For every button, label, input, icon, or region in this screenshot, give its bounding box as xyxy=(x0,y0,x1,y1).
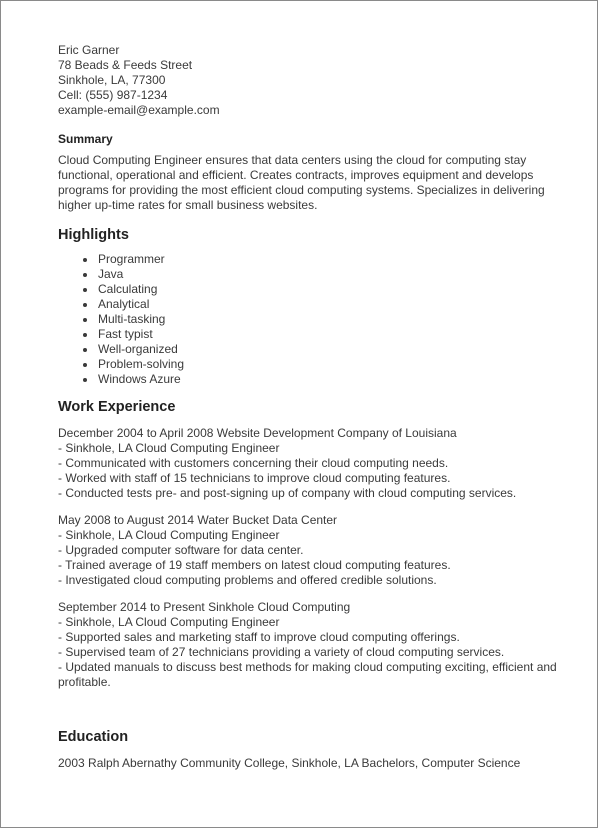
job-entry xyxy=(58,600,578,690)
summary-text: Cloud Computing Engineer ensures that data centers using the cloud for computing stay functional, operational and efficient. Creates contracts, improves equipment and develops programs for providing the most efficient cloud computing systems. Specializes in delivering higher up-time rates for small business websites. xyxy=(58,153,545,212)
highlight-item: Fast typist xyxy=(58,327,578,342)
education-heading: Education xyxy=(58,729,129,745)
job-line: - Worked with staff of 15 technicians to improve cloud computing features. xyxy=(58,471,451,485)
job-entry xyxy=(58,513,578,588)
contact-block xyxy=(58,43,578,118)
job-line: - Communicated with customers concerning their cloud computing needs. xyxy=(58,456,449,470)
education-entry: 2003 Ralph Abernathy Community College, Sinkhole, LA Bachelors, Computer Science xyxy=(58,756,521,770)
contact-email: example-email@example.com xyxy=(58,103,220,117)
job-line: - Updated manuals to discuss best methods for making cloud computing exciting, efficient and profitable. xyxy=(58,660,557,689)
resume-content xyxy=(58,43,578,771)
job-line: - Upgraded computer software for data center. xyxy=(58,543,304,557)
job-header: May 2008 to August 2014 Water Bucket Data Center xyxy=(58,513,338,527)
job-line: - Investigated cloud computing problems and offered credible solutions. xyxy=(58,573,437,587)
job-line: - Conducted tests pre- and post-signing up of company with cloud computing services. xyxy=(58,486,517,500)
highlight-item: Well-organized xyxy=(58,342,578,357)
highlights-heading: Highlights xyxy=(58,227,129,243)
job-line: - Supported sales and marketing staff to improve cloud computing offerings. xyxy=(58,630,460,644)
contact-street: 78 Beads & Feeds Street xyxy=(58,58,193,72)
highlight-item: Multi-tasking xyxy=(58,312,578,327)
summary-heading: Summary xyxy=(58,132,113,146)
highlight-item: Analytical xyxy=(58,297,578,312)
highlight-item: Problem-solving xyxy=(58,357,578,372)
job-header: September 2014 to Present Sinkhole Cloud Computing xyxy=(58,600,351,614)
highlight-item: Windows Azure xyxy=(58,372,578,387)
highlights-list xyxy=(58,252,578,387)
job-header: December 2004 to April 2008 Website Development Company of Louisiana xyxy=(58,426,457,440)
job-line: - Supervised team of 27 technicians providing a variety of cloud computing services. xyxy=(58,645,505,659)
contact-city: Sinkhole, LA, 77300 xyxy=(58,73,166,87)
job-line: - Sinkhole, LA Cloud Computing Engineer xyxy=(58,528,280,542)
job-line: - Sinkhole, LA Cloud Computing Engineer xyxy=(58,441,280,455)
highlight-item: Java xyxy=(58,267,578,282)
job-line: - Sinkhole, LA Cloud Computing Engineer xyxy=(58,615,280,629)
job-line: - Trained average of 19 staff members on latest cloud computing features. xyxy=(58,558,451,572)
highlight-item: Calculating xyxy=(58,282,578,297)
work-experience-heading: Work Experience xyxy=(58,399,176,415)
contact-phone: Cell: (555) 987-1234 xyxy=(58,88,168,102)
job-entry xyxy=(58,426,578,501)
highlight-item: Programmer xyxy=(58,252,578,267)
contact-name: Eric Garner xyxy=(58,43,120,57)
